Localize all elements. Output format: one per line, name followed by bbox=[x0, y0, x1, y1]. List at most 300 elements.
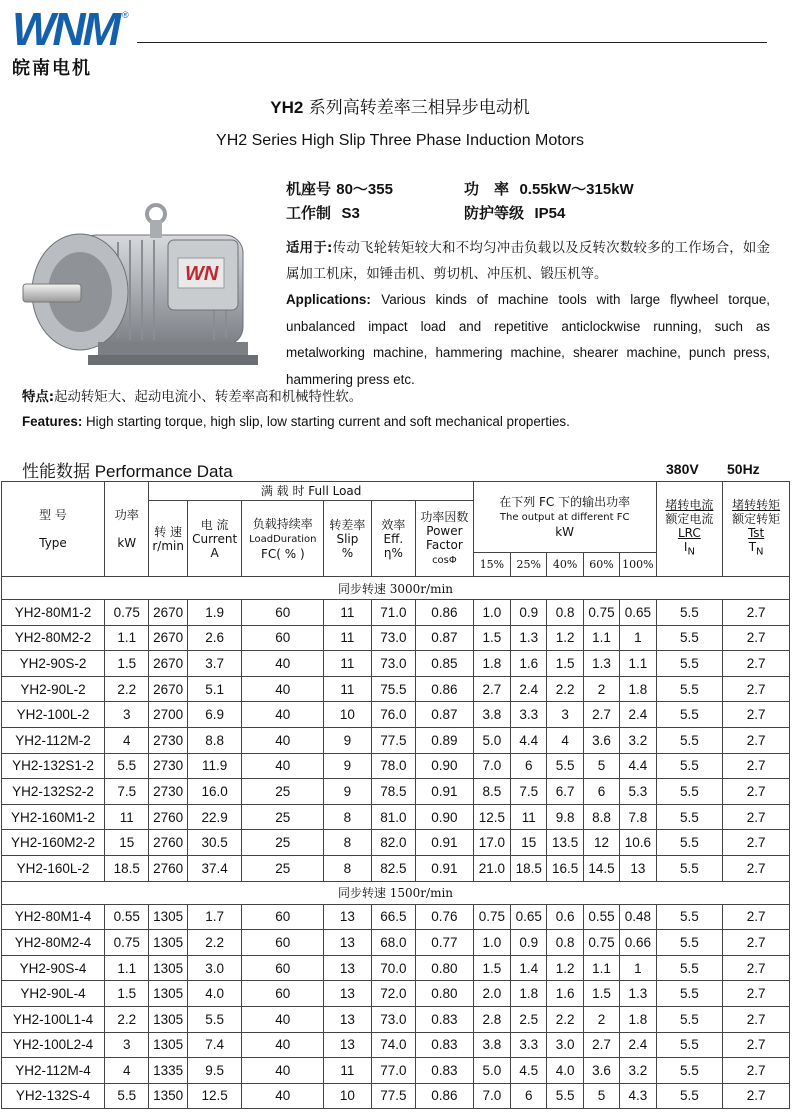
section-label: 同步转速 3000r/min bbox=[2, 577, 790, 600]
table-cell: 70.0 bbox=[371, 955, 415, 981]
table-cell: 9.5 bbox=[187, 1058, 242, 1084]
table-cell: 73.0 bbox=[371, 651, 415, 677]
table-cell: 11 bbox=[324, 651, 371, 677]
table-cell: 1.0 bbox=[473, 930, 510, 956]
table-cell: 2.7 bbox=[723, 779, 790, 805]
table-cell: 0.91 bbox=[416, 779, 474, 805]
table-cell: 2.4 bbox=[620, 1032, 656, 1058]
table-cell: 60 bbox=[242, 930, 324, 956]
table-cell: 1305 bbox=[149, 955, 187, 981]
table-cell: 5.5 bbox=[656, 904, 723, 930]
table-cell: 1.6 bbox=[511, 651, 547, 677]
table-cell: 8.8 bbox=[583, 804, 619, 830]
table-row bbox=[2, 830, 790, 856]
table-cell: 17.0 bbox=[473, 830, 510, 856]
table-cell: 40 bbox=[242, 702, 324, 728]
table-cell: 25 bbox=[242, 779, 324, 805]
table-cell: 75.5 bbox=[371, 676, 415, 702]
table-cell: 1.3 bbox=[511, 625, 547, 651]
table-cell: 7.0 bbox=[473, 1083, 510, 1109]
table-cell: 0.75 bbox=[105, 930, 149, 956]
table-cell: 5.5 bbox=[656, 753, 723, 779]
table-cell: 1.1 bbox=[620, 651, 656, 677]
header-output-cn: 在下列 FC 下的输出功率 bbox=[499, 495, 631, 509]
table-cell: 4.5 bbox=[511, 1058, 547, 1084]
motor-image bbox=[18, 200, 278, 375]
table-cell: 3.8 bbox=[473, 1032, 510, 1058]
table-cell: 5 bbox=[583, 1083, 619, 1109]
table-cell: 60 bbox=[242, 904, 324, 930]
table-cell: 2760 bbox=[149, 830, 187, 856]
table-cell: 68.0 bbox=[371, 930, 415, 956]
header-current-cn: 电 流 bbox=[200, 517, 229, 532]
table-cell: 11 bbox=[324, 1058, 371, 1084]
table-cell: 66.5 bbox=[371, 904, 415, 930]
table-row bbox=[2, 727, 790, 753]
table-cell: 2.7 bbox=[723, 1006, 790, 1032]
header-slip-unit: % bbox=[341, 545, 354, 560]
table-cell: 12 bbox=[583, 830, 619, 856]
table-cell: 1350 bbox=[149, 1083, 187, 1109]
table-cell: 25 bbox=[242, 830, 324, 856]
table-cell: 4.4 bbox=[620, 753, 656, 779]
table-cell: 77.0 bbox=[371, 1058, 415, 1084]
table-cell: 0.8 bbox=[547, 600, 583, 626]
header-type-cn: 型 号 bbox=[39, 508, 67, 522]
table-cell: 3.7 bbox=[187, 651, 242, 677]
table-cell: 11 bbox=[324, 676, 371, 702]
table-cell: 1.1 bbox=[583, 625, 619, 651]
table-cell: 10 bbox=[324, 1083, 371, 1109]
table-cell: 5.1 bbox=[187, 676, 242, 702]
table-cell: 0.9 bbox=[511, 600, 547, 626]
logo-wordmark: WNM bbox=[12, 3, 118, 55]
table-cell: 2730 bbox=[149, 727, 187, 753]
header-pf-cn: 功率因数 bbox=[420, 509, 469, 524]
table-cell: 1.5 bbox=[473, 625, 510, 651]
table-cell: 0.80 bbox=[416, 955, 474, 981]
table-cell: 78.5 bbox=[371, 779, 415, 805]
voltage-label: 380V bbox=[666, 461, 699, 477]
header-tst-en: Tst bbox=[747, 526, 765, 541]
table-cell: 11 bbox=[324, 600, 371, 626]
table-cell: YH2-80M1-4 bbox=[2, 904, 105, 930]
table-cell: 0.87 bbox=[416, 702, 474, 728]
table-cell: 2.7 bbox=[723, 600, 790, 626]
table-cell: 13 bbox=[620, 855, 656, 881]
table-cell: 0.91 bbox=[416, 830, 474, 856]
table-cell: 10.6 bbox=[620, 830, 656, 856]
header-fc-unit: FC( % ) bbox=[260, 546, 305, 561]
table-cell: 1.5 bbox=[583, 981, 619, 1007]
table-cell: 40 bbox=[242, 1058, 324, 1084]
header-pf-en1: Power bbox=[426, 523, 463, 538]
table-row bbox=[2, 676, 790, 702]
table-cell: 2.7 bbox=[723, 1083, 790, 1109]
table-cell: 25 bbox=[242, 855, 324, 881]
table-cell: 5.5 bbox=[105, 753, 149, 779]
table-cell: 2.7 bbox=[723, 625, 790, 651]
header-type-en: Type bbox=[39, 536, 67, 550]
table-cell: YH2-132S2-2 bbox=[2, 779, 105, 805]
header-lrc-en: LRC bbox=[678, 526, 701, 541]
header-lrc bbox=[656, 482, 723, 577]
header-tst-sub: N bbox=[756, 546, 764, 558]
features-en bbox=[22, 414, 570, 429]
table-cell: 1.5 bbox=[105, 981, 149, 1007]
table-cell: 9 bbox=[324, 753, 371, 779]
header-slip-en: Slip bbox=[336, 531, 359, 546]
header-tst bbox=[723, 482, 790, 577]
table-cell: 77.5 bbox=[371, 727, 415, 753]
table-cell: 5.5 bbox=[656, 600, 723, 626]
header-speed-cn: 转 速 bbox=[154, 524, 183, 539]
table-cell: 2 bbox=[583, 676, 619, 702]
table-cell: 1.8 bbox=[620, 1006, 656, 1032]
table-row bbox=[2, 1006, 790, 1032]
table-cell: 3 bbox=[547, 702, 583, 728]
table-cell: 60 bbox=[242, 625, 324, 651]
header-slip bbox=[324, 501, 371, 577]
table-cell: 4 bbox=[105, 1058, 149, 1084]
table-cell: 5.5 bbox=[656, 1006, 723, 1032]
table-cell: 4 bbox=[105, 727, 149, 753]
table-cell: 0.77 bbox=[416, 930, 474, 956]
table-cell: 16.0 bbox=[187, 779, 242, 805]
table-cell: 2.7 bbox=[723, 955, 790, 981]
table-cell: 3.0 bbox=[547, 1032, 583, 1058]
header-fc-cn: 负载持续率 bbox=[252, 516, 313, 531]
header-output-en: The output at different FC bbox=[499, 512, 630, 523]
table-cell: 5.5 bbox=[187, 1006, 242, 1032]
brand-logo bbox=[12, 3, 142, 79]
applications-en-label: Applications: bbox=[286, 292, 371, 307]
table-cell: 2.7 bbox=[723, 1058, 790, 1084]
table-cell: 16.5 bbox=[547, 855, 583, 881]
table-cell: YH2-160L-2 bbox=[2, 855, 105, 881]
table-cell: 0.66 bbox=[620, 930, 656, 956]
table-cell: 40 bbox=[242, 1006, 324, 1032]
table-cell: 5.5 bbox=[656, 804, 723, 830]
brand-name-cn: 皖南电机 bbox=[12, 58, 92, 79]
table-cell: YH2-100L1-4 bbox=[2, 1006, 105, 1032]
header-fc-15: 15% bbox=[473, 553, 510, 577]
table-cell: 8.8 bbox=[187, 727, 242, 753]
table-cell: 2.7 bbox=[723, 753, 790, 779]
table-row bbox=[2, 625, 790, 651]
table-cell: 7.8 bbox=[620, 804, 656, 830]
table-cell: 5.5 bbox=[547, 753, 583, 779]
table-cell: 5.5 bbox=[656, 651, 723, 677]
header-divider bbox=[137, 42, 767, 43]
table-cell: 1.3 bbox=[583, 651, 619, 677]
table-cell: 1.7 bbox=[187, 904, 242, 930]
table-cell: 2.7 bbox=[723, 904, 790, 930]
table-cell: 1.3 bbox=[620, 981, 656, 1007]
table-cell: 60 bbox=[242, 955, 324, 981]
table-cell: 13 bbox=[324, 930, 371, 956]
table-cell: YH2-90L-4 bbox=[2, 981, 105, 1007]
table-cell: 0.9 bbox=[511, 930, 547, 956]
frequency-label: 50Hz bbox=[727, 461, 760, 477]
table-cell: YH2-90L-2 bbox=[2, 676, 105, 702]
table-cell: 1.8 bbox=[511, 981, 547, 1007]
table-cell: YH2-112M-2 bbox=[2, 727, 105, 753]
table-cell: 73.0 bbox=[371, 625, 415, 651]
header-current-unit: A bbox=[210, 545, 219, 560]
table-cell: 82.0 bbox=[371, 830, 415, 856]
header-current bbox=[187, 501, 242, 577]
table-cell: 2.2 bbox=[105, 676, 149, 702]
table-cell: 0.75 bbox=[583, 930, 619, 956]
motor-badge: WN bbox=[185, 263, 219, 285]
table-cell: 2.7 bbox=[723, 981, 790, 1007]
table-cell: 9 bbox=[324, 727, 371, 753]
table-cell: 1305 bbox=[149, 1006, 187, 1032]
table-cell: YH2-112M-4 bbox=[2, 1058, 105, 1084]
table-cell: 0.75 bbox=[583, 600, 619, 626]
table-cell: 5.5 bbox=[547, 1083, 583, 1109]
table-cell: YH2-132S-4 bbox=[2, 1083, 105, 1109]
table-cell: 2.2 bbox=[105, 1006, 149, 1032]
table-cell: 0.48 bbox=[620, 904, 656, 930]
table-row bbox=[2, 779, 790, 805]
header-eff bbox=[371, 501, 415, 577]
table-cell: 13 bbox=[324, 904, 371, 930]
table-cell: 1.5 bbox=[547, 651, 583, 677]
table-cell: 0.8 bbox=[547, 930, 583, 956]
table-cell: 2670 bbox=[149, 625, 187, 651]
table-cell: 5.5 bbox=[656, 1058, 723, 1084]
applications bbox=[286, 236, 770, 393]
table-cell: 15 bbox=[105, 830, 149, 856]
table-cell: 5 bbox=[583, 753, 619, 779]
table-cell: 1 bbox=[620, 625, 656, 651]
table-cell: 81.0 bbox=[371, 804, 415, 830]
table-cell: 5.5 bbox=[656, 830, 723, 856]
table-cell: 1.8 bbox=[473, 651, 510, 677]
spec-duty-value: S3 bbox=[341, 205, 360, 222]
table-cell: 5.5 bbox=[656, 727, 723, 753]
header-speed bbox=[149, 501, 187, 577]
section-row bbox=[2, 577, 790, 600]
table-cell: 1.8 bbox=[620, 676, 656, 702]
table-cell: 72.0 bbox=[371, 981, 415, 1007]
table-cell: 40 bbox=[242, 1083, 324, 1109]
spec-frame-label: 机座号 bbox=[286, 180, 332, 198]
table-cell: YH2-100L2-4 bbox=[2, 1032, 105, 1058]
table-cell: 76.0 bbox=[371, 702, 415, 728]
table-cell: 6.9 bbox=[187, 702, 242, 728]
table-row bbox=[2, 651, 790, 677]
table-cell: 0.83 bbox=[416, 1058, 474, 1084]
table-cell: 0.85 bbox=[416, 651, 474, 677]
table-cell: 2760 bbox=[149, 855, 187, 881]
table-row bbox=[2, 855, 790, 881]
spec-protection-label: 防护等级 bbox=[464, 204, 525, 222]
table-cell: 13 bbox=[324, 981, 371, 1007]
table-cell: 5.5 bbox=[656, 1032, 723, 1058]
table-cell: 4 bbox=[547, 727, 583, 753]
table-cell: 1.4 bbox=[511, 955, 547, 981]
table-cell: 1335 bbox=[149, 1058, 187, 1084]
table-cell: 7.5 bbox=[105, 779, 149, 805]
table-cell: 5.5 bbox=[656, 855, 723, 881]
table-cell: 3.3 bbox=[511, 702, 547, 728]
table-cell: 0.65 bbox=[511, 904, 547, 930]
table-cell: 3.2 bbox=[620, 1058, 656, 1084]
table-cell: 11 bbox=[511, 804, 547, 830]
table-cell: 2.7 bbox=[723, 676, 790, 702]
table-cell: 3.6 bbox=[583, 1058, 619, 1084]
table-cell: YH2-80M2-2 bbox=[2, 625, 105, 651]
table-cell: 2.7 bbox=[723, 651, 790, 677]
table-cell: 1305 bbox=[149, 930, 187, 956]
header-fc-40: 40% bbox=[547, 553, 583, 577]
performance-table-body bbox=[2, 577, 790, 1109]
table-row bbox=[2, 930, 790, 956]
table-cell: YH2-80M1-2 bbox=[2, 600, 105, 626]
table-cell: 5.5 bbox=[105, 1083, 149, 1109]
header-tst-cn2: 额定转矩 bbox=[732, 512, 781, 527]
table-cell: 8 bbox=[324, 804, 371, 830]
table-cell: 0.90 bbox=[416, 753, 474, 779]
table-cell: 5.5 bbox=[656, 1083, 723, 1109]
header-power-cn: 功率 bbox=[114, 508, 139, 522]
table-row bbox=[2, 600, 790, 626]
table-cell: 3.3 bbox=[511, 1032, 547, 1058]
table-cell: 0.83 bbox=[416, 1032, 474, 1058]
table-cell: 37.4 bbox=[187, 855, 242, 881]
table-cell: 0.55 bbox=[105, 904, 149, 930]
table-cell: 2670 bbox=[149, 651, 187, 677]
section-row bbox=[2, 881, 790, 904]
header-power bbox=[105, 482, 149, 577]
header-current-en: Current bbox=[192, 531, 238, 546]
spec-duty-label: 工作制 bbox=[286, 204, 332, 222]
table-cell: 0.55 bbox=[583, 904, 619, 930]
header-tst-cn1: 堵转转矩 bbox=[732, 498, 781, 513]
table-cell: 0.90 bbox=[416, 804, 474, 830]
table-cell: 2.4 bbox=[511, 676, 547, 702]
header-output-unit: kW bbox=[555, 525, 575, 539]
spec-power-label: 功 率 bbox=[464, 180, 510, 198]
table-cell: 73.0 bbox=[371, 1006, 415, 1032]
header-eff-unit: η% bbox=[383, 545, 403, 560]
table-row bbox=[2, 753, 790, 779]
table-cell: 7.5 bbox=[511, 779, 547, 805]
header-full-load: 满 载 时 Full Load bbox=[149, 482, 473, 501]
table-cell: 5.5 bbox=[656, 702, 723, 728]
table-cell: 11 bbox=[324, 625, 371, 651]
features-en-text: High starting torque, high slip, low starting current and soft mechanical properties. bbox=[86, 414, 570, 429]
table-cell: 5.5 bbox=[656, 930, 723, 956]
performance-title: 性能数据 Performance Data bbox=[22, 462, 233, 481]
table-cell: 2730 bbox=[149, 779, 187, 805]
table-cell: 3.0 bbox=[187, 955, 242, 981]
table-cell: 11 bbox=[105, 804, 149, 830]
table-cell: 25 bbox=[242, 804, 324, 830]
table-cell: 8 bbox=[324, 830, 371, 856]
table-cell: 8 bbox=[324, 855, 371, 881]
table-cell: YH2-160M2-2 bbox=[2, 830, 105, 856]
header-fc-25: 25% bbox=[511, 553, 547, 577]
table-cell: 22.9 bbox=[187, 804, 242, 830]
header-eff-en: Eff. bbox=[383, 531, 404, 546]
table-cell: 4.0 bbox=[187, 981, 242, 1007]
table-cell: 2.8 bbox=[473, 1006, 510, 1032]
table-cell: 21.0 bbox=[473, 855, 510, 881]
table-cell: 9.8 bbox=[547, 804, 583, 830]
table-cell: 1.1 bbox=[583, 955, 619, 981]
table-cell: 2760 bbox=[149, 804, 187, 830]
features-cn bbox=[22, 386, 362, 405]
table-cell: 5.5 bbox=[656, 625, 723, 651]
table-cell: 1305 bbox=[149, 981, 187, 1007]
table-cell: 0.65 bbox=[620, 600, 656, 626]
table-cell: 2.7 bbox=[723, 727, 790, 753]
table-cell: 40 bbox=[242, 753, 324, 779]
table-cell: 15 bbox=[511, 830, 547, 856]
applications-cn-text: 传动飞轮转矩较大和不均匀冲击负载以及反转次数较多的工作场合，如金属加工机床，如锤击机、剪切机、冲压机、锻压机等。 bbox=[286, 241, 771, 282]
spec-protection-value: IP54 bbox=[534, 205, 566, 222]
table-cell: 4.3 bbox=[620, 1083, 656, 1109]
table-cell: 0.86 bbox=[416, 1083, 474, 1109]
table-cell: 40 bbox=[242, 1032, 324, 1058]
table-cell: 74.0 bbox=[371, 1032, 415, 1058]
table-cell: 2670 bbox=[149, 600, 187, 626]
table-cell: 2700 bbox=[149, 702, 187, 728]
table-cell: 12.5 bbox=[187, 1083, 242, 1109]
section-label: 同步转速 1500r/min bbox=[2, 881, 790, 904]
table-cell: 5.5 bbox=[656, 981, 723, 1007]
table-cell: 5.0 bbox=[473, 727, 510, 753]
features-cn-label: 特点: bbox=[22, 390, 55, 405]
table-cell: 0.86 bbox=[416, 600, 474, 626]
table-cell: 2.7 bbox=[723, 930, 790, 956]
spec-power-value: 0.55kW～315kW bbox=[519, 181, 634, 198]
table-cell: YH2-132S1-2 bbox=[2, 753, 105, 779]
page-title-en: YH2 Series High Slip Three Phase Induction Motors bbox=[216, 132, 584, 149]
spec-duty bbox=[286, 202, 360, 223]
applications-en-text: Various kinds of machine tools with large flywheel torque, unbalanced impact load and repetitive anticlockwise running, such as metalworking machine, hammering machine, shearer machine, punch press, hammering press etc. bbox=[286, 292, 770, 387]
features-cn-text: 起动转矩大、起动电流小、转差率高和机械特性软。 bbox=[54, 390, 363, 405]
table-cell: 4.0 bbox=[547, 1058, 583, 1084]
table-cell: 0.75 bbox=[105, 600, 149, 626]
table-cell: 3 bbox=[105, 702, 149, 728]
header-fc-en: LoadDuration bbox=[249, 533, 317, 545]
table-cell: 2.2 bbox=[187, 930, 242, 956]
applications-cn-label: 适用于: bbox=[286, 241, 333, 256]
table-cell: 4.4 bbox=[511, 727, 547, 753]
header-lrc-cn2: 额定电流 bbox=[665, 512, 714, 527]
table-cell: 77.5 bbox=[371, 1083, 415, 1109]
table-cell: 3.8 bbox=[473, 702, 510, 728]
title-cn-rest: 系列高转差率三相异步电动机 bbox=[303, 98, 530, 118]
table-cell: YH2-100L-2 bbox=[2, 702, 105, 728]
table-cell: 2670 bbox=[149, 676, 187, 702]
table-cell: 0.76 bbox=[416, 904, 474, 930]
table-cell: 82.5 bbox=[371, 855, 415, 881]
table-cell: 2.7 bbox=[473, 676, 510, 702]
table-cell: 14.5 bbox=[583, 855, 619, 881]
table-row bbox=[2, 702, 790, 728]
table-cell: 60 bbox=[242, 981, 324, 1007]
table-cell: 2 bbox=[583, 1006, 619, 1032]
title-model: YH2 bbox=[270, 98, 304, 117]
table-row bbox=[2, 1032, 790, 1058]
header-eff-cn: 效率 bbox=[381, 517, 406, 532]
